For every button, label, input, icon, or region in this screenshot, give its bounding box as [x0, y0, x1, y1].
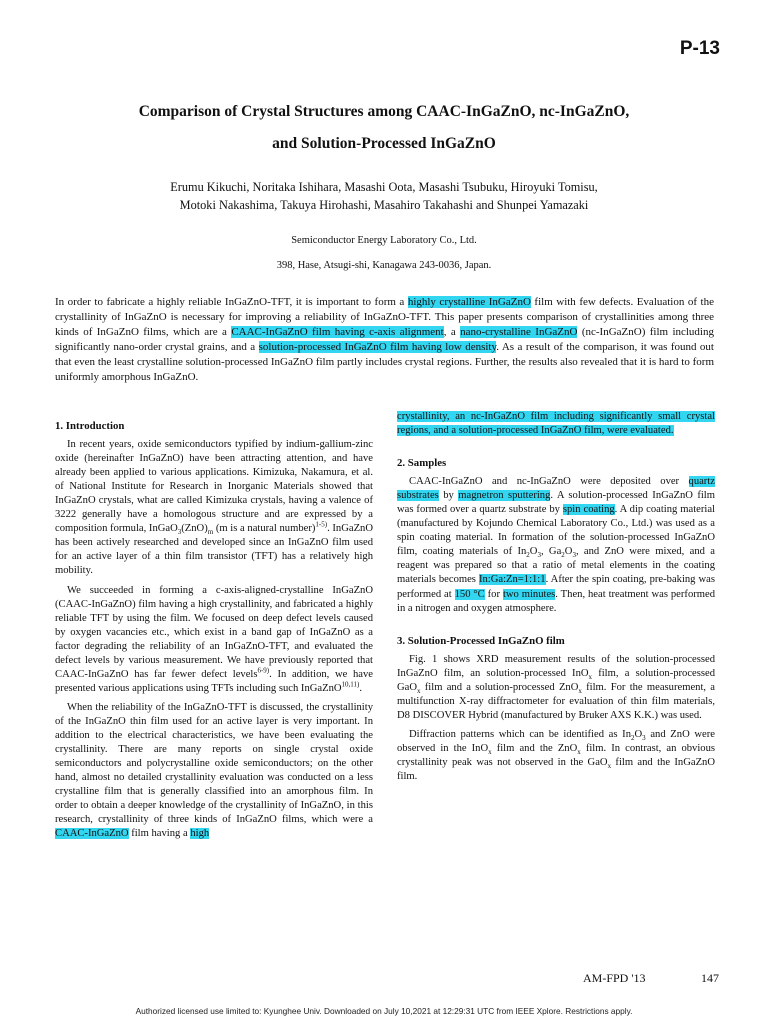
text: film. For the measurement, a multifunction X-ray diffractometer for evaluation of thin film materials, D8 DISCOVER Hybrid (manufactured by Bruker AXS K.K.) was used. — [397, 681, 715, 721]
citation: 6-9) — [257, 666, 270, 675]
text: . A solution-processed InGaZnO film was formed over a quartz substrate by — [397, 490, 715, 516]
text: CAAC-InGaZnO and nc-InGaZnO were deposited over — [409, 476, 689, 488]
solution-paragraph-1 — [397, 653, 715, 723]
text: film, a solution-processed GaO — [397, 667, 716, 693]
text: , Ga — [540, 546, 562, 558]
text: film and the InGaZnO film. — [397, 756, 715, 783]
license-notice: Authorized licensed use limited to: Kyunghee Univ. Downloaded on July 10,2021 at 12:29:31 UTC from IEEE Xplore. Restrictions apply. — [135, 1006, 633, 1016]
citation: 10,11) — [341, 680, 360, 689]
section-heading-introduction: 1. Introduction — [55, 420, 125, 432]
paper-title — [40, 96, 728, 160]
conference-name: AM-FPD '13 — [583, 971, 646, 985]
abstract-text: In order to fabricate a highly reliable InGaZnO-TFT, it is important to form a — [55, 296, 408, 308]
subscript: 2 — [631, 734, 635, 742]
highlight: CAAC-InGaZnO film having c-axis alignment — [231, 325, 444, 338]
highlight: In:Ga:Zn=1:1:1 — [478, 574, 546, 586]
highlight: spin coating — [562, 504, 615, 516]
page-code: P-13 — [679, 38, 720, 59]
subscript: 2 — [561, 551, 565, 560]
subscript: m — [207, 528, 214, 537]
subscript: x — [417, 686, 421, 695]
highlight: CAAC-InGaZnO — [55, 828, 129, 840]
section-heading-solution-processed: 3. Solution-Processed InGaZnO film — [397, 634, 565, 647]
text: Fig. 1 shows XRD measurement results of the solution-processed InGaZnO film, an solution-processed InO — [397, 653, 715, 679]
text: . A dip coating material (manufactured by Kojundo Chemical Laboratory Co., Ltd.) was used as a spin coating material. In formation of the solution-processed InGaZnO film, coating materials of In — [397, 504, 715, 558]
text: film and a solution-processed ZnO — [420, 681, 579, 693]
samples-paragraph — [397, 475, 715, 615]
highlight: magnetron sputtering — [458, 490, 551, 502]
subscript: x — [607, 762, 612, 771]
subscript: 3 — [572, 551, 576, 560]
text: and ZnO were observed in the InO — [397, 728, 715, 754]
text: , and ZnO were mixed, and a reagent was prepared so that a ratio of metal elements in the coating materials becomes — [397, 546, 715, 586]
subscript: 3 — [537, 551, 541, 560]
page-number: 147 — [701, 971, 719, 985]
highlight: high — [190, 828, 210, 840]
solution-paragraph-2 — [397, 728, 715, 784]
highlight: crystallinity, an nc-InGaZnO film including significantly small crystal regions, and a solution-processed InGaZnO film, were evaluated. — [397, 411, 715, 437]
text: O — [634, 728, 643, 740]
author-list — [60, 178, 708, 214]
address: 398, Hase, Atsugi-shi, Kanagawa 243-0036, Japan. — [276, 260, 492, 271]
subscript: x — [488, 748, 492, 757]
text: . Then, heat treatment was performed in a nitrogen and oxygen atmosphere. — [397, 588, 716, 614]
authors-line-2: Motoki Nakashima, Takuya Hirohashi, Masahiro Takahashi and Shunpei Yamazaki — [179, 198, 589, 212]
title-line-1: Comparison of Crystal Structures among CAAC-InGaZnO, nc-InGaZnO, — [138, 103, 630, 120]
text: by — [438, 490, 459, 502]
text: O — [564, 546, 573, 558]
intro-continuation — [397, 410, 715, 438]
right-column — [397, 410, 715, 789]
text: . In addition, we have presented various applications using TFTs including such InGaZnO — [55, 668, 373, 694]
text: . After the spin coating, pre-baking was performed at — [397, 574, 715, 600]
text: . — [359, 682, 363, 694]
subscript: 2 — [526, 551, 530, 560]
text: . InGaZnO has been actively researched and developed since an InGaZnO film used for an active layer of a thin film transistor (TFT) has a relatively high mobility. — [55, 523, 373, 577]
abstract — [55, 295, 714, 384]
abstract-text: film with few defects. Evaluation of the crystallinity of InGaZnO is necessary for improving a reliability of InGaZnO-TFT. This paper presents comparison of crystallinities among three kinds of InGaZnO films, which are a — [55, 296, 714, 338]
text: In recent years, oxide semiconductors typified by indium-gallium-zinc oxide (hereinafter InGaZnO) have been attracting attention, and have already been applied to various applications. Kimizuka, Nakamura, et al. of National Institute for Research in Inorganic Materials showed that InGaZnO crystals, what are called Kimizuka crystals, having a valence of 3222 generally have a homologous structure and are expressed by a composition formula, InGaO — [55, 439, 373, 535]
highlight: highly crystalline InGaZnO — [407, 296, 531, 308]
text: O — [529, 546, 538, 558]
text: film and the ZnO — [491, 742, 578, 754]
text: We succeeded in forming a c-axis-aligned-crystalline InGaZnO (CAAC-InGaZnO) film having a high crystallinity, and fabricated a highly reliable TFT by using the film. We focused on deep defect levels caused by oxygen vacancies etc., which exist in a band gap of InGaZnO as a factor degrading the reliability of an InGaZnO-TFT, and evaluated the defect levels by various measurement. We have previously reported that CAAC-InGaZnO has far fewer defect levels — [55, 584, 373, 680]
text: for — [484, 588, 503, 600]
subscript: x — [588, 672, 593, 681]
citation: 1-5) — [315, 520, 328, 529]
abstract-text: (nc-InGaZnO) film including significantly nano-order crystal grains, and a — [55, 325, 714, 353]
text: film. In contrast, an obvious crystallinity peak was not observed in the GaO — [397, 742, 716, 768]
highlight: solution-processed InGaZnO film having low density — [258, 340, 497, 353]
subscript: x — [578, 686, 582, 695]
abstract-text: , a — [443, 325, 461, 338]
highlight: two minutes — [502, 588, 556, 600]
abstract-text: . As a result of the comparison, it was found out that even the least crystalline solution-processed InGaZnO film partly includes crystal regions. Further, the results also revealed that it is hard to form uniformly amorphous InGaZnO. — [55, 340, 714, 383]
highlight: quartz substrates — [397, 476, 715, 502]
text: (m is a natural number) — [213, 523, 316, 535]
subscript: 3 — [177, 528, 182, 537]
subscript: 3 — [642, 734, 646, 742]
affiliation: Semiconductor Energy Laboratory Co., Ltd. — [291, 235, 477, 246]
intro-paragraph-2 — [55, 584, 373, 696]
intro-paragraph-1 — [55, 438, 373, 578]
highlight: 150 °C — [454, 588, 485, 600]
intro-paragraph-3 — [55, 701, 373, 841]
left-column — [55, 410, 373, 846]
section-heading-samples: 2. Samples — [397, 457, 447, 470]
subscript: x — [577, 748, 581, 757]
text: film having a — [128, 828, 191, 840]
text: (ZnO) — [181, 523, 208, 535]
title-line-2: and Solution-Processed InGaZnO — [272, 135, 496, 152]
highlight: nano-crystalline InGaZnO — [460, 325, 578, 338]
text: When the reliability of the InGaZnO-TFT is discussed, the crystallinity of the InGaZnO thin film used for an active layer is very important. In addition to the electrical characteristics, we have been evaluating the crystallinity. There are many reports on single crystal oxide semiconductors and polycrystalline oxide semiconductors; on the other hand, almost no detailed crystallinity evaluation was conducted on a less crystalline film that is generally classified into an amorphous film. In order to obtain a deeper knowledge of the crystallinity of InGaZnO, in this research, crystallinity of three kinds of InGaZnO films, which were a — [55, 701, 373, 826]
text: Diffraction patterns which can be identified as In — [409, 728, 631, 740]
authors-line-1: Erumu Kikuchi, Noritaka Ishihara, Masashi Oota, Masashi Tsubuku, Hiroyuki Tomisu, — [170, 180, 598, 194]
